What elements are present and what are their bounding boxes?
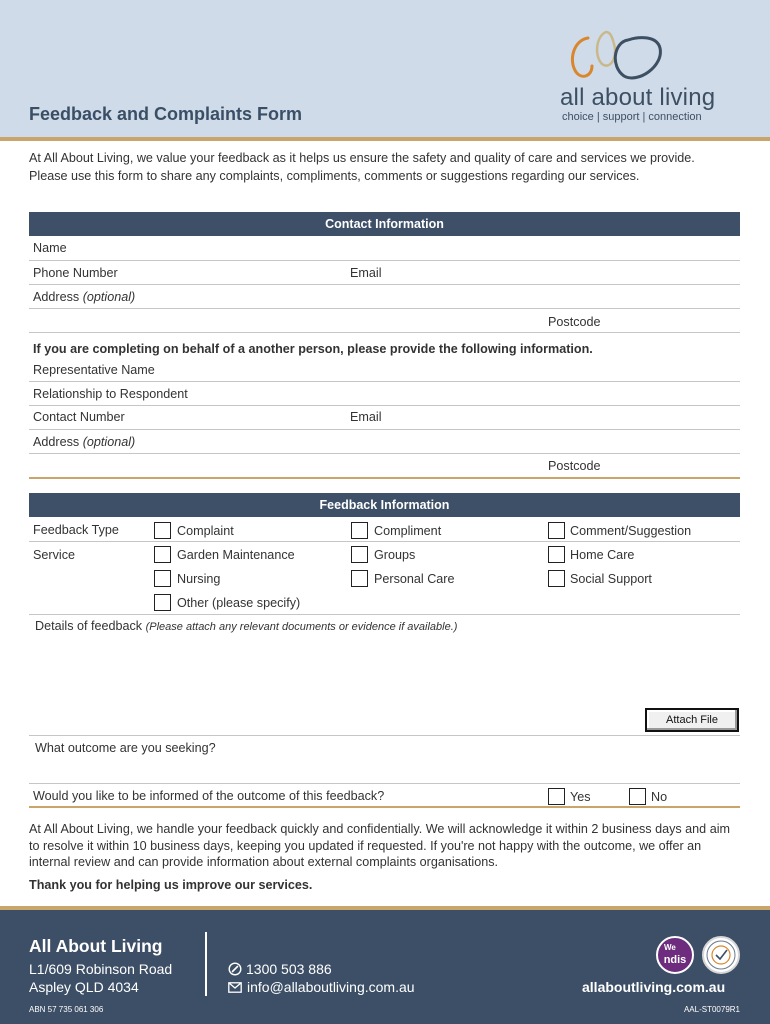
contact-number-label: Contact Number [33, 410, 125, 424]
footer-website[interactable]: allaboutliving.com.au [582, 979, 726, 995]
attach-file-button[interactable]: Attach File [645, 708, 739, 732]
footer-company-name: All About Living [29, 936, 163, 956]
representative-note: If you are completing on behalf of a another person, please provide the following information. [33, 342, 593, 356]
footer-email-address: info@allaboutliving.com.au [247, 979, 415, 995]
comment-suggestion-checkbox[interactable] [548, 522, 565, 539]
certification-badge-icon [702, 936, 740, 974]
logo-wordmark: all about living [560, 84, 716, 111]
compliment-checkbox[interactable] [351, 522, 368, 539]
ndis-text: ndis [663, 954, 687, 966]
phone-label: Phone Number [33, 266, 118, 280]
home-care-checkbox[interactable] [548, 546, 565, 563]
rep-contact-row [29, 406, 740, 430]
outcome-label: What outcome are you seeking? [35, 741, 216, 755]
footer-email[interactable] [228, 979, 415, 995]
details-note: (Please attach any relevant documents or evidence if available.) [145, 621, 458, 633]
garden-maintenance-checkbox[interactable] [154, 546, 171, 563]
phone-email-row [29, 261, 740, 285]
address-field[interactable] [29, 285, 740, 309]
ndis-badge [656, 936, 694, 974]
relationship-field[interactable] [29, 382, 740, 406]
company-logo [560, 26, 745, 126]
outcome-field[interactable] [29, 736, 740, 784]
nursing-label: Nursing [177, 572, 221, 586]
groups-label: Groups [374, 548, 416, 562]
name-field[interactable] [29, 236, 740, 261]
rep-postcode-label: Postcode [548, 459, 601, 473]
social-support-checkbox[interactable] [548, 570, 565, 587]
page-header [0, 0, 770, 137]
complaint-label: Complaint [177, 524, 234, 538]
form-title: Feedback and Complaints Form [29, 104, 303, 124]
footer-phone[interactable] [228, 961, 332, 977]
rep-address-field[interactable] [29, 430, 740, 454]
yes-label: Yes [570, 790, 591, 804]
rep-address-label-text: Address [33, 435, 80, 449]
ndis-we-text: We [664, 943, 676, 952]
closing-paragraph: At All About Living, we handle your feedback quickly and confidentially. We will acknowledge it within 2 business days and aim to resolve it within 10 business days, keeping you updated if requested. If you're not happy with the outcome, we offer an internal review and can provide information about external complaints organisations. [29, 822, 730, 869]
name-label: Name [33, 241, 67, 255]
footer-address-line2: Aspley QLD 4034 [29, 979, 139, 995]
other-label: Other (please specify) [177, 596, 301, 610]
nursing-checkbox[interactable] [154, 570, 171, 587]
postcode-label: Postcode [548, 315, 601, 329]
details-field[interactable] [29, 615, 740, 736]
page-footer [0, 910, 770, 1024]
intro-paragraph: At All About Living, we value your feedback as it helps us ensure the safety and quality of care and services we provide. Please use this form to share any complaints, compliments, comments or suggestions regarding our services. [29, 151, 695, 183]
logo-rings-icon [566, 26, 666, 84]
other-checkbox[interactable] [154, 594, 171, 611]
no-label: No [651, 790, 668, 804]
compliment-label: Compliment [374, 524, 442, 538]
footer-vertical-divider [205, 932, 207, 996]
logo-tagline: choice | support | connection [562, 111, 702, 123]
footer-address-line1: L1/609 Robinson Road [29, 961, 173, 977]
mail-icon [228, 982, 242, 993]
representative-name-field[interactable] [29, 358, 740, 382]
phone-icon [228, 962, 242, 976]
address-optional-note: (optional) [82, 290, 136, 304]
personal-care-checkbox[interactable] [351, 570, 368, 587]
address-label-text: Address [33, 290, 80, 304]
feedback-type-label: Feedback Type [33, 523, 119, 537]
rep-postcode-row[interactable] [29, 454, 740, 479]
no-checkbox[interactable] [629, 788, 646, 805]
garden-maintenance-label: Garden Maintenance [177, 548, 295, 562]
social-support-label: Social Support [570, 572, 652, 586]
feedback-section-heading: Feedback Information [29, 493, 740, 517]
header-divider [0, 137, 770, 141]
postcode-row[interactable] [29, 309, 740, 333]
details-label [35, 619, 457, 633]
details-label-text: Details of feedback [35, 619, 143, 633]
relationship-label: Relationship to Respondent [33, 387, 188, 401]
address-label [33, 290, 135, 304]
yes-checkbox[interactable] [548, 788, 565, 805]
footer-document-code: AAL-ST0079R1 [683, 1005, 740, 1014]
representative-name-label: Representative Name [33, 363, 155, 377]
contact-section-heading: Contact Information [29, 212, 740, 236]
comment-suggestion-label: Comment/Suggestion [570, 524, 692, 538]
email-label: Email [350, 266, 382, 280]
thank-you-note: Thank you for helping us improve our services. [29, 878, 313, 892]
groups-checkbox[interactable] [351, 546, 368, 563]
home-care-label: Home Care [570, 548, 635, 562]
service-label: Service [33, 548, 75, 562]
informed-label: Would you like to be informed of the outcome of this feedback? [33, 789, 385, 803]
complaint-checkbox[interactable] [154, 522, 171, 539]
rep-email-label: Email [350, 410, 382, 424]
rep-address-label [33, 435, 135, 449]
personal-care-label: Personal Care [374, 572, 455, 586]
footer-phone-number: 1300 503 886 [246, 961, 332, 977]
rep-address-optional-note: (optional) [82, 435, 136, 449]
footer-abn: ABN 57 735 061 306 [29, 1005, 104, 1014]
